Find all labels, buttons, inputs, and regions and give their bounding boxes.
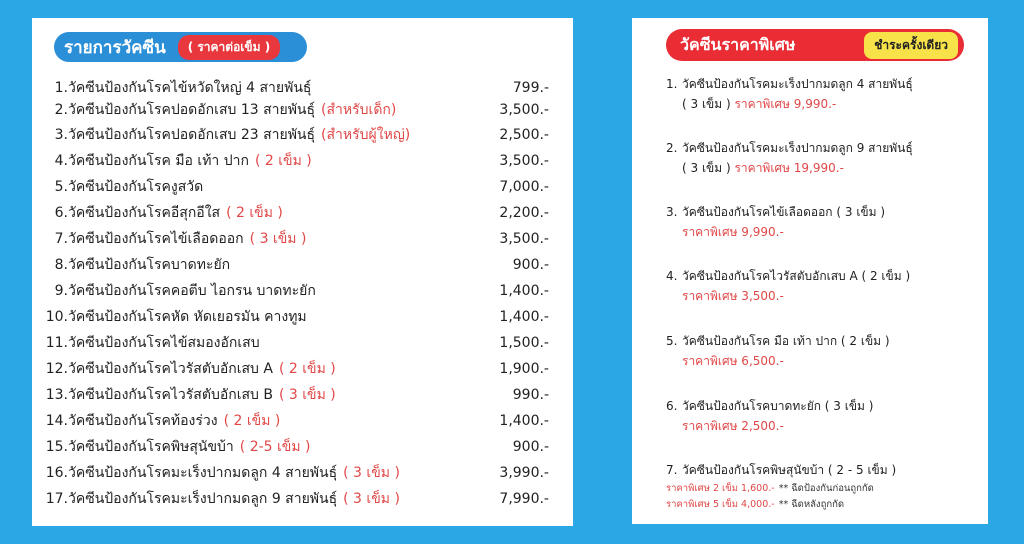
list-item: 14. วัคซีนป้องกันโรคท้องร่วง ( 2 เข็ม ) 1,400.- <box>44 409 549 433</box>
list-item: 9. วัคซีนป้องกันโรคคอตีบ ไอกรน บาดทะยัก 1,400.- <box>54 283 549 299</box>
item-note: ( 2 เข็ม ) <box>223 413 281 429</box>
special-price: ราคาพิเศษ 5 เข็ม 4,000.- <box>666 498 775 510</box>
special-price-header <box>666 29 964 61</box>
item-price: 3,990.- <box>499 465 549 481</box>
special-price-panel <box>632 18 988 524</box>
item-note: ( 2-5 เข็ม ) <box>239 439 311 455</box>
special-price: ราคาพิเศษ 3,500.- <box>682 288 784 303</box>
item-note: (สำหรับเด็ก) <box>321 102 397 118</box>
item-price: 1,500.- <box>499 335 549 351</box>
special-item: 1. วัคซีนป้องกันโรคมะเร็งปากมดลูก 4 สายพันธุ์ ( 3 เข็ม ) ราคาพิเศษ 9,990.- <box>666 74 978 114</box>
special-price: ราคาพิเศษ 19,990.- <box>734 160 844 175</box>
special-price: ราคาพิเศษ 2 เข็ม 1,600.- <box>666 482 775 494</box>
item-note: ( 3 เข็ม ) <box>343 465 400 481</box>
special-item: 4. วัคซีนป้องกันโรคไวรัสตับอักเสบ A ( 2 เข็ม ) ราคาพิเศษ 3,500.- <box>666 266 978 306</box>
item-note: ( 3 เข็ม ) <box>343 491 400 507</box>
item-note: ( 2 เข็ม ) <box>254 153 312 169</box>
item-price: 1,400.- <box>499 413 549 429</box>
item-price: 2,200.- <box>499 205 549 221</box>
list-item: 17. วัคซีนป้องกันโรคมะเร็งปากมดลูก 9 สายพันธุ์ ( 3 เข็ม ) 7,990.- <box>44 487 549 511</box>
item-price: 900.- <box>512 439 549 455</box>
list-item: 1. วัคซีนป้องกันโรคไข้หวัดใหญ่ 4 สายพันธุ์ 799.- <box>54 80 549 96</box>
item-price: 1,400.- <box>499 283 549 299</box>
special-item: 3. วัคซีนป้องกันโรคไข้เลือดออก ( 3 เข็ม ) ราคาพิเศษ 9,990.- <box>666 202 978 242</box>
list-item: 10. วัคซีนป้องกันโรคหัด หัดเยอรมัน คางทูม 1,400.- <box>45 309 549 325</box>
vaccine-list-header <box>54 32 307 62</box>
item-price: 1,400.- <box>499 309 549 325</box>
special-price: ราคาพิเศษ 6,500.- <box>682 353 784 368</box>
item-price: 2,500.- <box>499 127 549 143</box>
list-item: 12. วัคซีนป้องกันโรคไวรัสตับอักเสบ A ( 2 เข็ม ) 1,900.- <box>44 357 549 381</box>
list-item: 15. วัคซีนป้องกันโรคพิษสุนัขบ้า ( 2-5 เข็ม ) 900.- <box>44 435 549 459</box>
list-item: 7. วัคซีนป้องกันโรคไข้เลือดออก ( 3 เข็ม ) 3,500.- <box>44 227 549 251</box>
special-price: ราคาพิเศษ 9,990.- <box>734 96 837 111</box>
item-note: ( 3 เข็ม ) <box>278 387 336 403</box>
special-item: 6. วัคซีนป้องกันโรคบาดทะยัก ( 3 เข็ม ) ราคาพิเศษ 2,500.- <box>666 396 978 436</box>
item-price: 1,900.- <box>499 361 549 377</box>
item-note: ( 3 เข็ม ) <box>249 231 307 247</box>
vaccine-list-title: รายการวัคซีน <box>64 37 166 58</box>
special-item: 5. วัคซีนป้องกันโรค มือ เท้า ปาก ( 2 เข็ม ) ราคาพิเศษ 6,500.- <box>666 331 978 371</box>
single-payment-badge: ชำระครั้งเดียว <box>864 32 958 59</box>
list-item: 8. วัคซีนป้องกันโรคบาดทะยัก 900.- <box>54 257 549 273</box>
item-price: 3,500.- <box>499 153 549 169</box>
per-dose-badge: ( ราคาต่อเข็ม ) <box>178 35 281 60</box>
list-item: 4. วัคซีนป้องกันโรค มือ เท้า ปาก ( 2 เข็ม ) 3,500.- <box>44 149 549 173</box>
list-item: 3. วัคซีนป้องกันโรคปอดอักเสบ 23 สายพันธุ์ (สำหรับผู้ใหญ่) 2,500.- <box>44 123 549 147</box>
list-item: 5. วัคซีนป้องกันโรคงูสวัด 7,000.- <box>54 179 549 195</box>
item-note: ( 2 เข็ม ) <box>278 361 336 377</box>
list-item: 6. วัคซีนป้องกันโรคอีสุกอีใส ( 2 เข็ม ) 2,200.- <box>44 201 549 225</box>
special-price: ราคาพิเศษ 2,500.- <box>682 418 784 433</box>
special-item: 2. วัคซีนป้องกันโรคมะเร็งปากมดลูก 9 สายพันธุ์ ( 3 เข็ม ) ราคาพิเศษ 19,990.- <box>666 138 978 178</box>
special-price: ราคาพิเศษ 9,990.- <box>682 224 784 239</box>
special-price-title: วัคซีนราคาพิเศษ <box>680 34 796 54</box>
item-price: 3,500.- <box>499 231 549 247</box>
list-item: 13. วัคซีนป้องกันโรคไวรัสตับอักเสบ B ( 3 เข็ม ) 990.- <box>44 383 549 407</box>
item-price: 7,000.- <box>499 179 549 195</box>
list-item: 11. วัคซีนป้องกันโรคไข้สมองอักเสบ 1,500.- <box>45 335 549 351</box>
vaccine-price-list-panel <box>32 18 573 526</box>
item-price: 3,500.- <box>499 102 549 118</box>
item-price: 990.- <box>512 387 549 403</box>
list-item: 16. วัคซีนป้องกันโรคมะเร็งปากมดลูก 4 สายพันธุ์ ( 3 เข็ม ) 3,990.- <box>44 461 549 485</box>
item-price: 900.- <box>512 257 549 273</box>
item-note: (สำหรับผู้ใหญ่) <box>321 127 411 143</box>
item-price: 7,990.- <box>499 491 549 507</box>
item-note: ( 2 เข็ม ) <box>226 205 283 221</box>
special-item: 7. วัคซีนป้องกันโรคพิษสุนัขบ้า ( 2 - 5 เข็ม ) ราคาพิเศษ 2 เข็ม 1,600.- ** ฉีดป้องกันก่อนถูกกัด ราคาพิเศษ 5 เข็ม 4,000.- ** ฉีดหลังถูกกัด <box>666 462 897 510</box>
list-item: 2. วัคซีนป้องกันโรคปอดอักเสบ 13 สายพันธุ์ (สำหรับเด็ก) 3,500.- <box>44 98 549 122</box>
item-price: 799.- <box>512 80 549 96</box>
